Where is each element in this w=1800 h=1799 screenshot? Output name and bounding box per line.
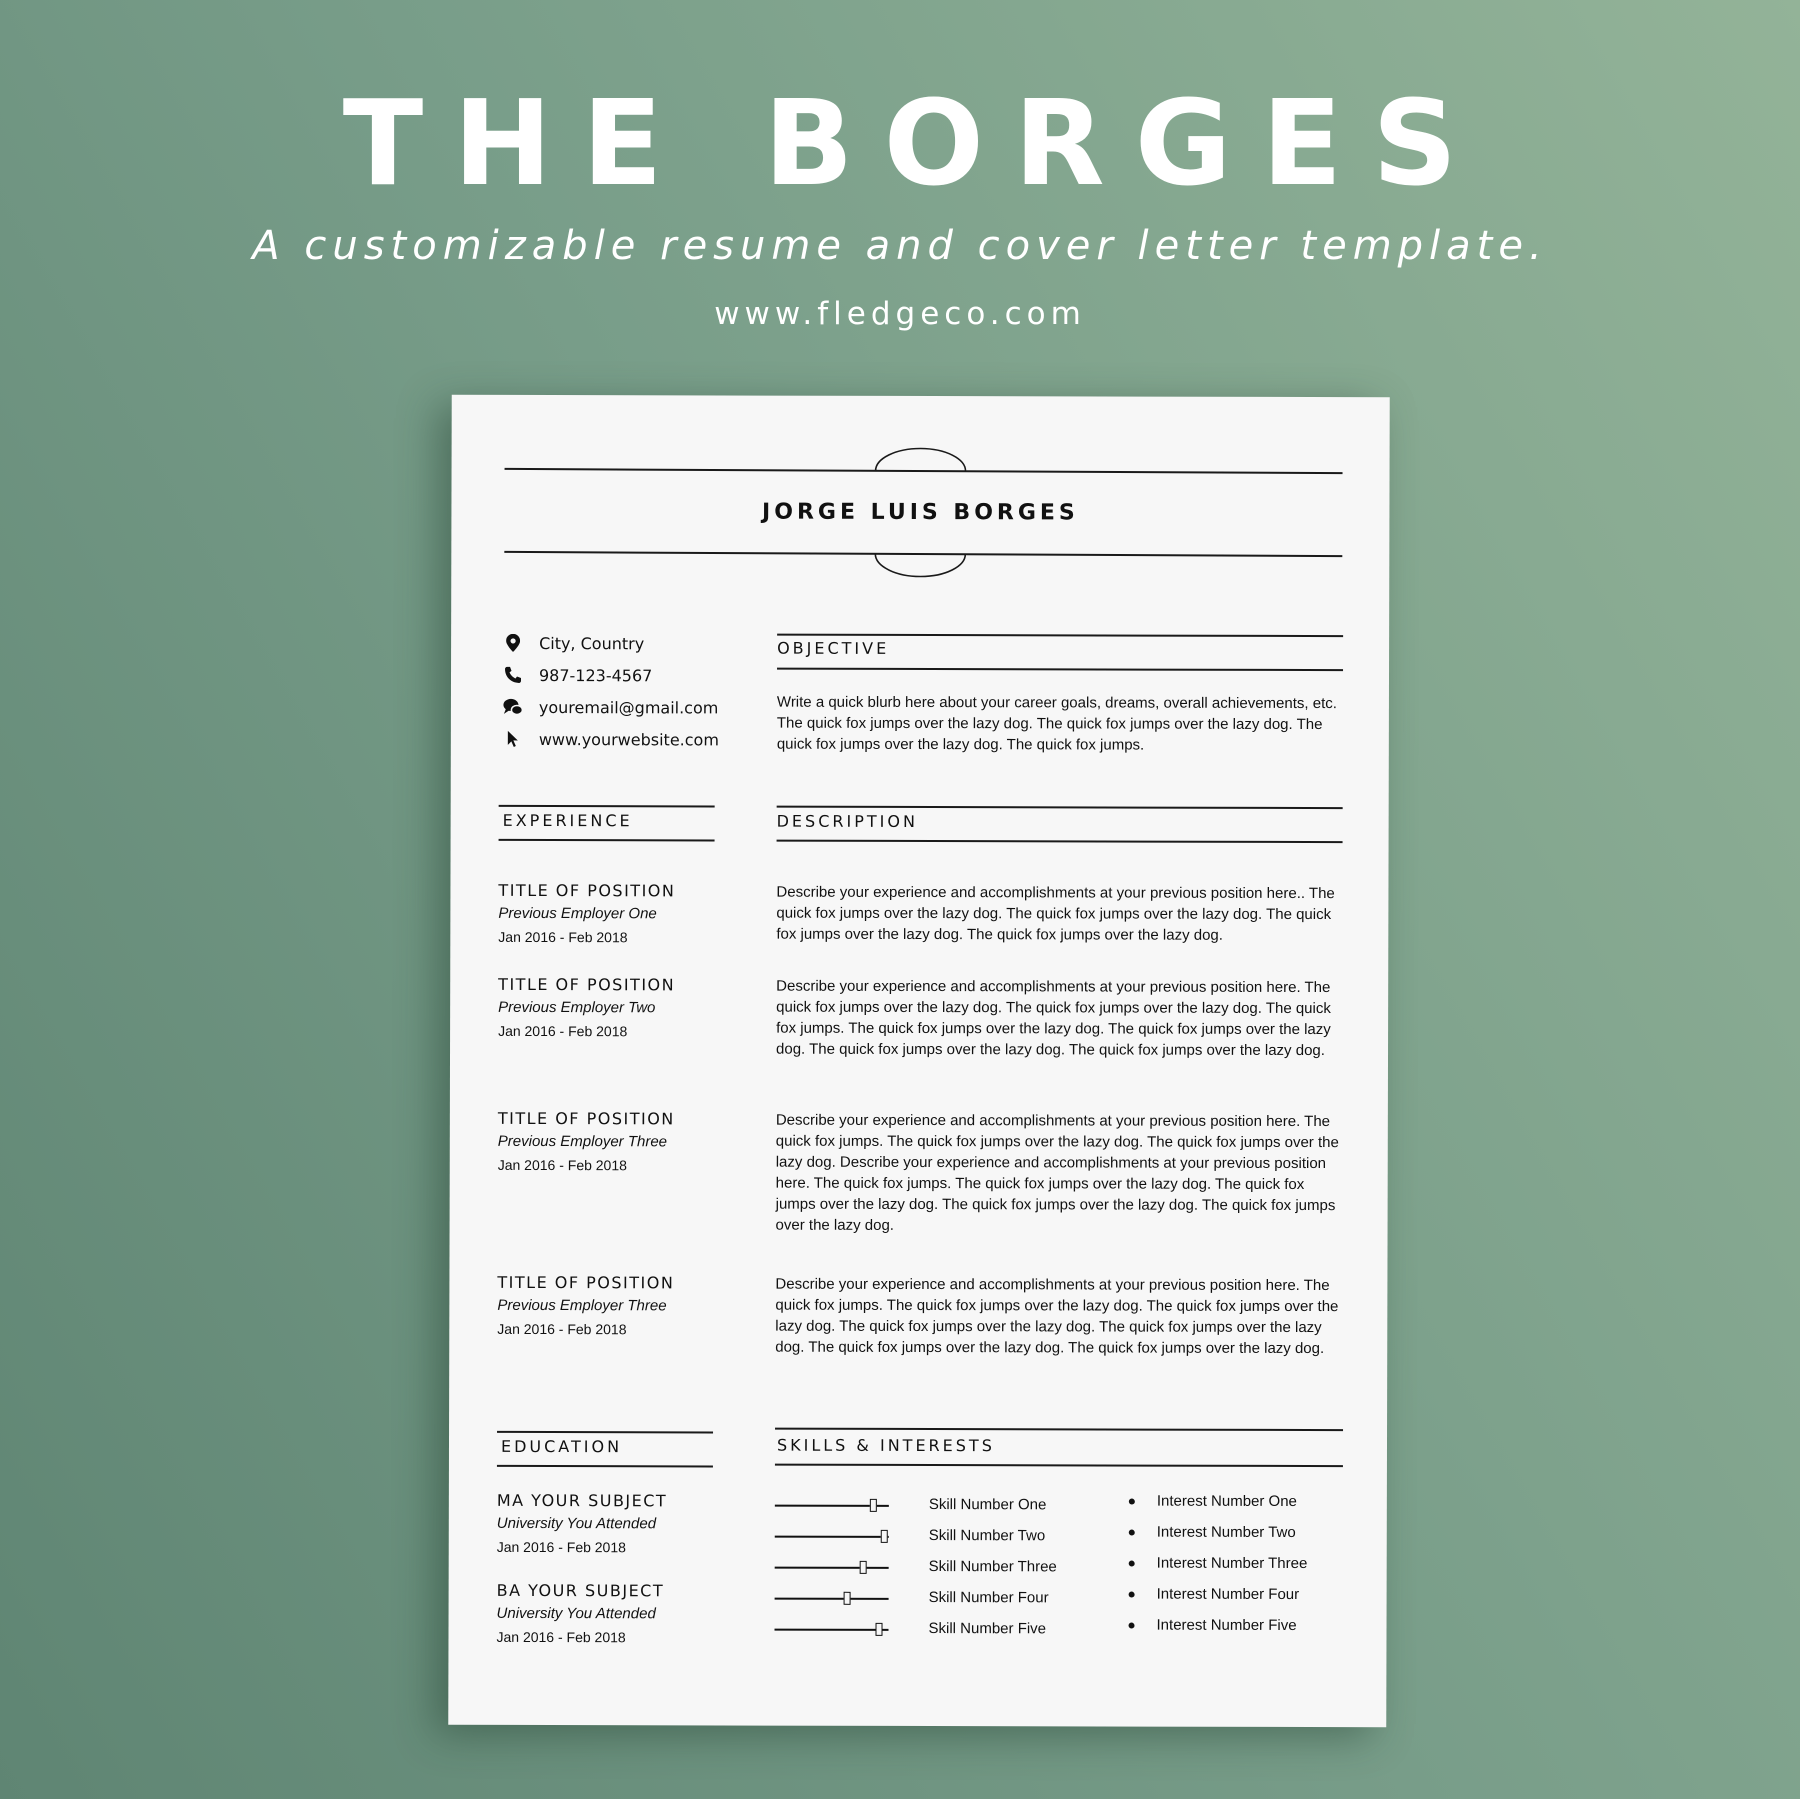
skill-label: Skill Number One xyxy=(928,1496,1047,1514)
education-dates: Jan 2016 - Feb 2018 xyxy=(496,1538,626,1556)
education-dates: Jan 2016 - Feb 2018 xyxy=(496,1628,626,1646)
interest-label: Interest Number Three xyxy=(1156,1554,1308,1573)
job-title: TITLE OF POSITION xyxy=(498,974,676,995)
objective-text: Write a quick blurb here about your career goals, dreams, overall achievements, etc. The quick fox jumps over the lazy dog. The quick fox jumps over the lazy dog. The quick fox jumps over the lazy dog. The quick fox jumps. xyxy=(776,693,1337,754)
job-employer: Previous Employer Two xyxy=(498,998,656,1017)
job-title: TITLE OF POSITION xyxy=(498,880,676,901)
objective-rule-top xyxy=(777,634,1343,637)
experience-rule-bottom xyxy=(499,839,715,842)
bullet-icon xyxy=(1129,1591,1135,1597)
bullet-icon xyxy=(1129,1498,1135,1504)
education-school: University You Attended xyxy=(496,1514,657,1533)
skills-rule-top xyxy=(775,1428,1343,1431)
contact-phone: 987-123-4567 xyxy=(503,663,652,687)
education-rule-top xyxy=(497,1431,713,1434)
skill-level-track xyxy=(775,1567,889,1569)
skill-label: Skill Number Three xyxy=(928,1558,1057,1576)
interest-item xyxy=(1129,1617,1297,1634)
skill-level-track xyxy=(775,1629,889,1631)
education-heading: EDUCATION xyxy=(500,1436,623,1457)
contact-location: City, Country xyxy=(503,631,644,655)
contact-email[interactable]: youremail@gmail.com xyxy=(503,695,719,720)
skill-row xyxy=(775,1558,1075,1579)
skill-level-handle[interactable] xyxy=(875,1623,882,1636)
contact-website[interactable]: www.yourwebsite.com xyxy=(503,727,719,752)
job-dates: Jan 2016 - Feb 2018 xyxy=(497,1156,627,1174)
resume-name: JORGE LUIS BORGES xyxy=(762,499,1079,526)
skill-level-handle[interactable] xyxy=(860,1561,867,1574)
objective-heading: OBJECTIVE xyxy=(777,638,890,658)
job-dates: Jan 2016 - Feb 2018 xyxy=(497,1320,627,1338)
education-degree: BA YOUR SUBJECT xyxy=(496,1580,665,1601)
location-pin-icon xyxy=(503,633,523,653)
job-employer: Previous Employer One xyxy=(498,904,657,923)
interest-label: Interest Number Two xyxy=(1156,1523,1296,1541)
education-school: University You Attended xyxy=(496,1604,656,1623)
experience-heading: EXPERIENCE xyxy=(502,810,633,831)
job-dates: Jan 2016 - Feb 2018 xyxy=(498,1022,628,1040)
interest-label: Interest Number Four xyxy=(1156,1585,1300,1603)
skill-level-handle[interactable] xyxy=(881,1530,888,1543)
interest-item xyxy=(1129,1586,1300,1603)
job-description: Describe your experience and accomplishments at your previous position here. The quick fox jumps. The quick fox jumps over the lazy dog. The quick fox jumps over the lazy dog. Describe your experience and accomplishments at your previous position here. The quick fox jumps. The quick fox jumps over the lazy dog. The quick fox jumps over the lazy dog. The quick fox jumps over the lazy dog. The quick fox jumps over the lazy dog. xyxy=(775,1111,1339,1234)
skill-level-handle[interactable] xyxy=(844,1592,851,1605)
experience-rule-top xyxy=(499,805,715,808)
skills-rule-bottom xyxy=(775,1464,1343,1467)
skill-row xyxy=(774,1620,1074,1641)
bullet-icon xyxy=(1129,1622,1135,1628)
description-rule-bottom xyxy=(777,840,1343,843)
skill-row xyxy=(775,1589,1075,1610)
skill-row xyxy=(775,1527,1075,1548)
interest-item xyxy=(1129,1493,1297,1510)
job-title: TITLE OF POSITION xyxy=(497,1108,675,1129)
skill-label: Skill Number Two xyxy=(928,1527,1046,1545)
hero-url[interactable]: www.fledgeco.com xyxy=(714,296,1086,332)
job-employer: Previous Employer Three xyxy=(497,1132,668,1151)
hero-title: THE BORGES xyxy=(342,74,1488,212)
job-description: Describe your experience and accomplishments at your previous position here. The quick fox jumps. The quick fox jumps over the lazy dog. The quick fox jumps over the lazy dog. The quick fox jumps over the lazy dog. The quick fox jumps over the lazy dog. The quick fox jumps over the lazy dog. The quick fox jumps over the lazy dog. xyxy=(775,1275,1339,1358)
job-description: Describe your experience and accomplishments at your previous position here. The quick fox jumps over the lazy dog. The quick fox jumps over the lazy dog. The quick fox jumps. The quick fox jumps over the lazy dog. The quick fox jumps over the lazy dog. The quick fox jumps over the lazy dog. The quick fox jumps over the lazy dog. xyxy=(776,977,1331,1060)
skill-label: Skill Number Four xyxy=(928,1589,1049,1607)
education-degree: MA YOUR SUBJECT xyxy=(496,1490,668,1511)
interest-item xyxy=(1129,1524,1296,1541)
skill-level-track xyxy=(775,1598,889,1600)
chat-bubbles-icon xyxy=(503,697,523,717)
education-rule-bottom xyxy=(497,1465,713,1468)
skills-heading: SKILLS & INTERESTS xyxy=(776,1435,995,1456)
objective-rule-bottom xyxy=(777,668,1343,671)
interest-label: Interest Number Five xyxy=(1156,1616,1297,1634)
job-employer: Previous Employer Three xyxy=(497,1296,667,1315)
job-dates: Jan 2016 - Feb 2018 xyxy=(498,928,628,946)
interest-label: Interest Number One xyxy=(1156,1492,1297,1510)
skill-level-handle[interactable] xyxy=(870,1499,877,1512)
cursor-icon xyxy=(503,729,523,749)
interest-item xyxy=(1129,1555,1308,1572)
skill-label: Skill Number Five xyxy=(928,1620,1047,1638)
header-ornament xyxy=(451,395,1390,597)
bullet-icon xyxy=(1129,1529,1135,1535)
skill-level-track xyxy=(775,1536,889,1538)
hero-subtitle: A customizable resume and cover letter template. xyxy=(252,223,1548,269)
job-description: Describe your experience and accomplishments at your previous position here.. The quick fox jumps over the lazy dog. The quick fox jumps over the lazy dog. The quick fox jumps over the lazy dog. The quick fox jumps over the lazy dog. xyxy=(776,883,1335,944)
bullet-icon xyxy=(1129,1560,1135,1566)
resume-page xyxy=(448,395,1389,1727)
phone-icon xyxy=(503,665,523,685)
description-heading: DESCRIPTION xyxy=(776,811,918,831)
skill-row xyxy=(775,1496,1075,1517)
job-title: TITLE OF POSITION xyxy=(497,1272,675,1293)
description-rule-top xyxy=(777,806,1343,809)
